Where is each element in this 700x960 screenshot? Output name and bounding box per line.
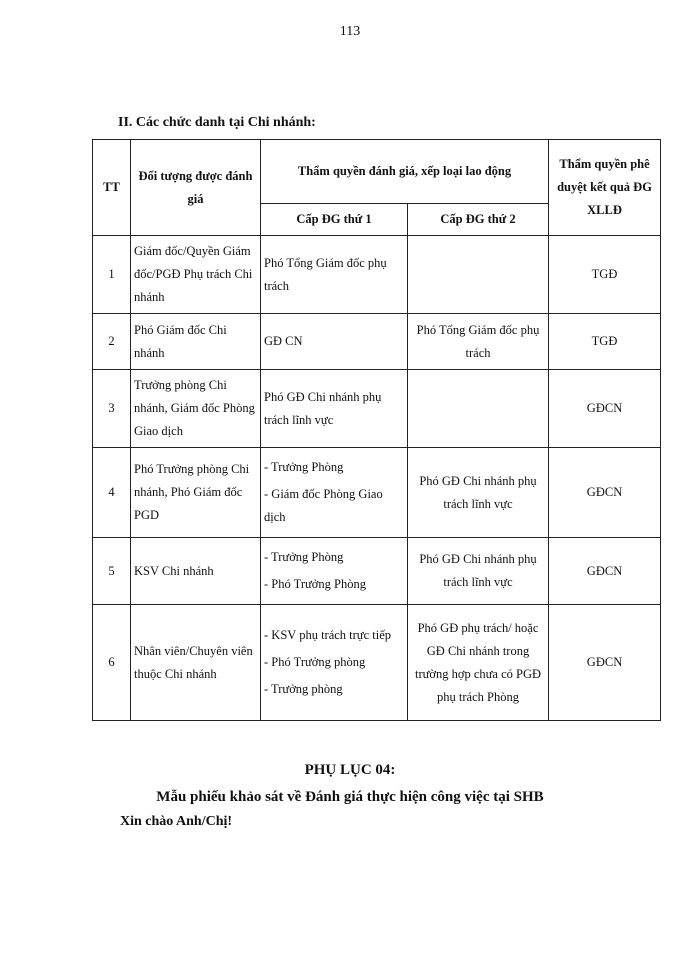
evaluation-authority-table xyxy=(92,139,661,721)
cell-level2 xyxy=(408,314,549,370)
header-object: Đối tượng được đánh giá xyxy=(131,140,261,236)
cell-tt: 3 xyxy=(93,370,131,448)
cell-level1-line: - Trưởng Phòng xyxy=(264,550,344,564)
cell-level2 xyxy=(408,236,549,314)
cell-approval: TGĐ xyxy=(549,236,661,314)
cell-level2-line: Phó GĐ phụ trách/ hoặc GĐ Chi nhánh trong trường hợp chưa có PGĐ phụ trách Phòng xyxy=(414,620,542,704)
cell-level1-line: - Giám đốc Phòng Giao dịch xyxy=(264,487,383,524)
cell-object: Nhân viên/Chuyên viên thuộc Chi nhánh xyxy=(131,605,261,721)
cell-level2 xyxy=(408,448,549,538)
cell-level2-line: Phó GĐ Chi nhánh phụ trách lĩnh vực xyxy=(419,552,537,589)
header-tt: TT xyxy=(93,140,131,236)
page-number: 113 xyxy=(339,24,361,39)
cell-object: Phó Trưởng phòng Chi nhánh, Phó Giám đốc PGD xyxy=(131,448,261,538)
cell-level1-line: - Phó Trưởng Phòng xyxy=(264,577,366,591)
cell-level1-line: - KSV phụ trách trực tiếp xyxy=(264,628,392,642)
section-title: II. Các chức danh tại Chi nhánh: xyxy=(118,115,316,130)
header-level2: Cấp ĐG thứ 2 xyxy=(408,204,549,236)
header-authority-group: Thẩm quyền đánh giá, xếp loại lao động xyxy=(261,140,549,204)
cell-level1 xyxy=(261,605,408,721)
cell-object: KSV Chi nhánh xyxy=(131,538,261,605)
cell-level1 xyxy=(261,448,408,538)
cell-approval: GĐCN xyxy=(549,370,661,448)
cell-level2 xyxy=(408,605,549,721)
cell-level1-line: - Trưởng Phòng xyxy=(264,460,344,474)
cell-level1-line: GĐ CN xyxy=(264,334,303,348)
cell-level2-line: Phó GĐ Chi nhánh phụ trách lĩnh vực xyxy=(419,473,537,511)
cell-level2 xyxy=(408,370,549,448)
table-body xyxy=(93,236,661,721)
header-level1: Cấp ĐG thứ 1 xyxy=(261,204,408,236)
cell-level1-line: Phó Tổng Giám đốc phụ trách xyxy=(264,255,387,293)
cell-approval: GĐCN xyxy=(549,605,661,721)
cell-level1-line: - Phó Trưởng phòng xyxy=(264,655,366,669)
appendix-title: PHỤ LỤC 04: xyxy=(304,762,396,778)
table-row xyxy=(93,314,661,370)
cell-level1 xyxy=(261,538,408,605)
cell-tt: 1 xyxy=(93,236,131,314)
appendix-subtitle: Mẫu phiếu khảo sát về Đánh giá thực hiện công việc tại SHB xyxy=(156,789,544,805)
header-approval: Thẩm quyền phê duyệt kết quả ĐG XLLĐ xyxy=(549,140,661,236)
cell-tt: 6 xyxy=(93,605,131,721)
table-row xyxy=(93,605,661,721)
cell-approval: TGĐ xyxy=(549,314,661,370)
cell-level1-line: - Trưởng phòng xyxy=(264,682,343,696)
cell-object: Giám đốc/Quyền Giám đốc/PGĐ Phụ trách Chi nhánh xyxy=(131,236,261,314)
cell-level1 xyxy=(261,314,408,370)
table-row xyxy=(93,448,661,538)
cell-level2 xyxy=(408,538,549,605)
cell-tt: 5 xyxy=(93,538,131,605)
cell-tt: 4 xyxy=(93,448,131,538)
table-row xyxy=(93,538,661,605)
cell-approval: GĐCN xyxy=(549,448,661,538)
greeting-text: Xin chào Anh/Chị! xyxy=(120,814,233,829)
cell-level2-line: Phó Tổng Giám đốc phụ trách xyxy=(416,322,540,360)
cell-approval: GĐCN xyxy=(549,538,661,605)
cell-level1 xyxy=(261,236,408,314)
cell-tt: 2 xyxy=(93,314,131,370)
table-row xyxy=(93,236,661,314)
cell-level1-line: Phó GĐ Chi nhánh phụ trách lĩnh vực xyxy=(264,389,382,427)
table-row xyxy=(93,370,661,448)
cell-object: Trưởng phòng Chi nhánh, Giám đốc Phòng Giao dịch xyxy=(131,370,261,448)
cell-object: Phó Giám đốc Chi nhánh xyxy=(131,314,261,370)
cell-level1 xyxy=(261,370,408,448)
